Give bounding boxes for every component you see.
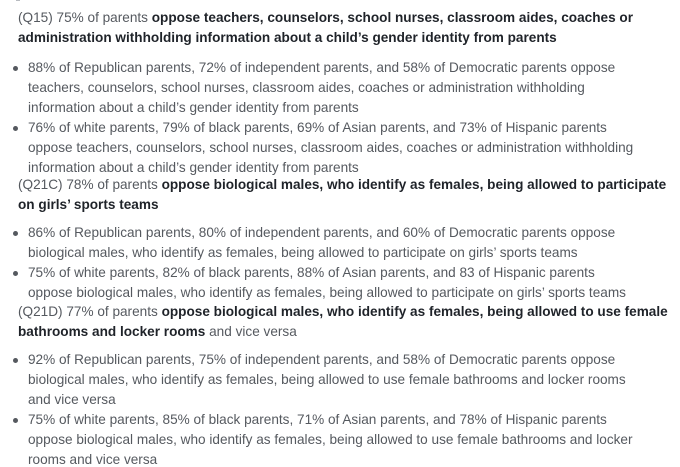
bullet-list-q15 [28,58,643,178]
bullet-list-q21c [28,223,643,303]
bullet-list-q21d [28,350,643,467]
bullet-item: 86% of Republican parents, 80% of independent parents, and 60% of Democratic parents oppose biological males, who identify as females, being allowed to participate on girls’ sports teams [28,223,643,263]
question-bold-text: oppose biological males, who identify as females, being allowed to participate on girls’ sports teams [18,177,667,212]
question-heading [18,8,668,48]
section-q15 [18,8,668,48]
bullet-item: 92% of Republican parents, 75% of independent parents, and 58% of Democratic parents oppose biological males, who identify as females, being allowed to use female bathrooms and locker rooms and vice versa [28,350,643,410]
cropped-previous-line [16,0,136,4]
question-heading [18,175,668,215]
question-heading [18,302,668,342]
question-prefix: (Q21D) 77% of parents [18,304,162,319]
bullet-item: 88% of Republican parents, 72% of independent parents, and 58% of Democratic parents oppose teachers, counselors, school nurses, classroom aides, coaches or administration withholding information about a child’s gender identity from parents [28,58,643,118]
bullet-item: 76% of white parents, 79% of black parents, 69% of Asian parents, and 73% of Hispanic parents oppose teachers, counselors, school nurses, classroom aides, coaches or administration withholding information about a child’s gender identity from parents [28,118,643,178]
question-prefix: (Q15) 75% of parents [18,10,152,25]
bullet-item: 75% of white parents, 82% of black parents, 88% of Asian parents, and 83 of Hispanic parents oppose biological males, who identify as females, being allowed to participate on girls’ sports teams [28,263,643,303]
question-bold-text: oppose biological males, who identify as females, being allowed to use female bathrooms and locker rooms [18,304,668,339]
section-q21c [18,175,668,215]
bullet-item: 75% of white parents, 85% of black parents, 71% of Asian parents, and 78% of Hispanic parents oppose biological males, who identify as females, being allowed to use female bathrooms and locker rooms and vice versa [28,410,643,467]
question-prefix: (Q21C) 78% of parents [18,177,162,192]
section-q21d [18,302,668,342]
question-suffix: and vice versa [205,324,297,339]
question-bold-text: oppose teachers, counselors, school nurses, classroom aides, coaches or administration withholding information about a child’s gender identity from parents [18,10,634,45]
